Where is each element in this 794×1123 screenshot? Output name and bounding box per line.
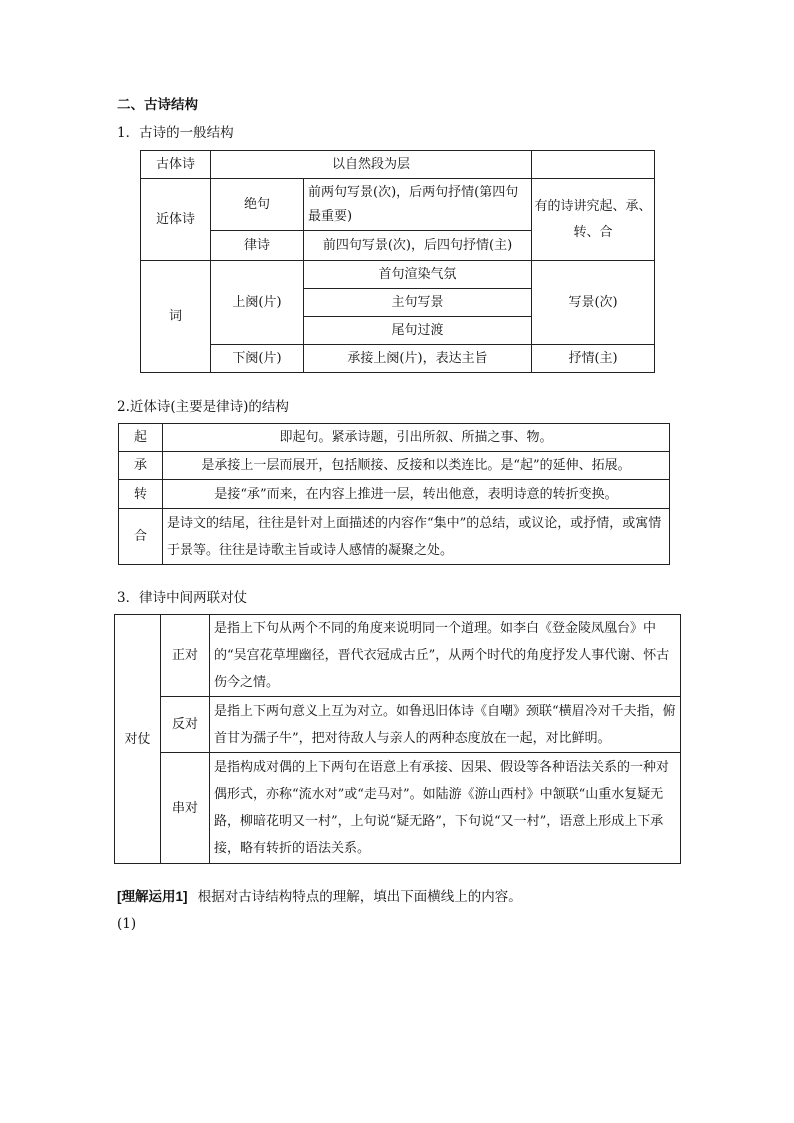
cell-shangque: 上阕(片) [211, 261, 304, 345]
cell-shangque-note: 写景(次) [532, 261, 655, 345]
cell-type-chuandui: 串对 [161, 753, 210, 864]
cell-xiaque-note: 抒情(主) [532, 345, 655, 373]
row-label-qi: 起 [119, 424, 163, 452]
cell-empty [532, 151, 655, 179]
exercise-tag: [理解运用1] [117, 889, 188, 904]
row-text-he: 是诗文的结尾，往往是针对上面描述的内容作“集中”的总结，或议论，或抒情，或寓情于景等。往往是诗歌主旨或诗人感情的凝聚之处。 [163, 509, 670, 565]
jintishi-structure-table [118, 423, 670, 565]
cell-shangque-1: 首句渲染气氛 [304, 261, 532, 289]
exercise-item-1: (1) [117, 916, 137, 932]
cell-gutishi-desc: 以自然段为层 [211, 151, 532, 179]
row-label-he: 合 [119, 509, 163, 565]
duizhang-table [114, 614, 681, 864]
cell-text-chuandui: 是指构成对偶的上下两句在语意上有承接、因果、假设等各种语法关系的一种对偶形式，亦称“流水对”或“走马对”。如陆游《游山西村》中颔联“山重水复疑无路，柳暗花明又一村”，上句说“疑无路”，下句说“又一村”，语意上形成上下承接，略有转折的语法关系。 [210, 753, 681, 864]
cell-shangque-3: 尾句过渡 [304, 317, 532, 345]
cell-duizhang: 对仗 [115, 615, 161, 864]
cell-lushi: 律诗 [211, 231, 304, 261]
row-label-cheng: 承 [119, 452, 163, 480]
cell-text-zhengdui: 是指上下句从两个不同的角度来说明同一个道理。如李白《登金陵凤凰台》中的“吴宫花草埋幽径，晋代衣冠成古丘”，从两个时代的角度抒发人事代谢、怀古伤今之情。 [210, 615, 681, 697]
cell-ci: 词 [141, 261, 211, 373]
row-text-cheng: 是承接上一层而展开，包括顺接、反接和以类连比。是“起”的延伸、拓展。 [163, 452, 670, 480]
row-text-qi: 即起句。紧承诗题，引出所叙、所描之事、物。 [163, 424, 670, 452]
cell-xiaque-desc: 承接上阕(片)，表达主旨 [304, 345, 532, 373]
general-structure-table [140, 150, 655, 373]
cell-xiaque: 下阕(片) [211, 345, 304, 373]
row-text-zhuan: 是接“承”而来，在内容上推进一层，转出他意，表明诗意的转折变换。 [163, 480, 670, 509]
exercise-line [117, 888, 522, 906]
cell-lushi-desc: 前四句写景(次)，后四句抒情(主) [304, 231, 532, 261]
cell-jueju-desc: 前两句写景(次)，后两句抒情(第四句最重要) [304, 179, 532, 231]
cell-text-fandui: 是指上下两句意义上互为对立。如鲁迅旧体诗《自嘲》颈联“横眉冷对千夫指，俯首甘为孺子牛”，把对待敌人与亲人的两种态度放在一起，对比鲜明。 [210, 697, 681, 753]
cell-jueju: 绝句 [211, 179, 304, 231]
cell-type-fandui: 反对 [161, 697, 210, 753]
cell-type-zhengdui: 正对 [161, 615, 210, 697]
cell-jintishi: 近体诗 [141, 179, 211, 261]
cell-shangque-2: 主句写景 [304, 289, 532, 317]
cell-gutishi: 古体诗 [141, 151, 211, 179]
heading-duizhang: 3．律诗中间两联对仗 [117, 590, 248, 606]
heading-jintishi-structure: 2.近体诗(主要是律诗)的结构 [117, 399, 289, 415]
row-label-zhuan: 转 [119, 480, 163, 509]
cell-jintishi-note: 有的诗讲究起、承、转、合 [532, 179, 655, 261]
exercise-text: 根据对古诗结构特点的理解，填出下面横线上的内容。 [197, 889, 522, 905]
heading-general-structure: 1．古诗的一般结构 [117, 125, 234, 141]
section-title: 二、古诗结构 [117, 97, 198, 113]
